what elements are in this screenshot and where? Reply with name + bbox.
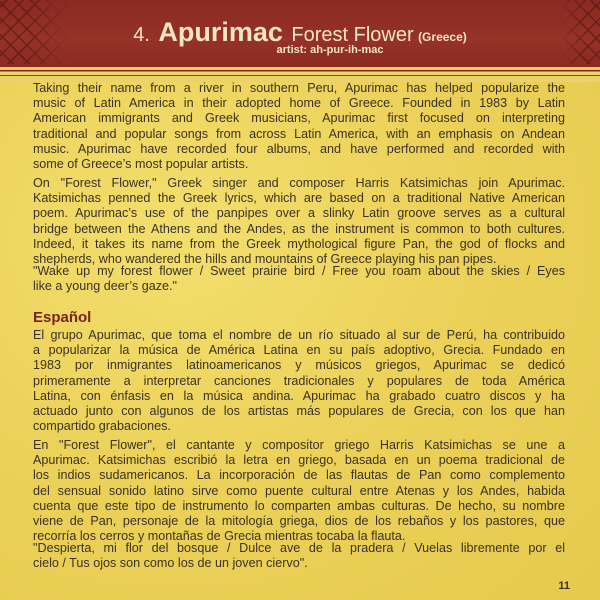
text-line: viene de Pan, personaje de la mitología griega, dios de los rebaños y los pastores, que bbox=[33, 514, 565, 529]
text-line: En "Forest Flower", el cantante y compositor griego Harris Katsimichas se une a bbox=[33, 438, 565, 452]
text-line: Latina, con énfasis en la música andina. Apurimac ha grabado cuatro discos y ha bbox=[33, 388, 565, 403]
text-line: El grupo Apurimac, que toma el nombre de un río situado al sur de Perú, ha contribuido bbox=[33, 328, 565, 342]
page-number: 11 bbox=[558, 580, 570, 592]
title-banner bbox=[0, 0, 600, 66]
text-line: like a young deer’s gaze." bbox=[33, 279, 178, 294]
text-line: shepherds, who wandered the hills and mountains of Greece playing his pan pipes. bbox=[33, 252, 497, 267]
text-line: music of Latin America in their adopted home of Greece. Founded in 1983 by Latin bbox=[33, 96, 565, 111]
text-line: music. Apurimac have recorded four albums, and have performed and recorded with bbox=[33, 141, 565, 156]
text-line: Taking their name from a river in southern Peru, Apurimac has helped popularize the bbox=[33, 81, 565, 95]
text-line: primeramente a interpretar canciones tradicionales y populares de toda América bbox=[33, 373, 565, 388]
text-line: Indeed, it takes its name from the Greek mythological figure Pan, the god of flocks and bbox=[33, 236, 565, 251]
text-line: 1983 por inmigrantes latinoamericanos y músicos griegos, Apurimac se dedicó bbox=[33, 358, 565, 373]
text-line: On "Forest Flower," Greek singer and composer Harris Katsimichas join Apurimac. bbox=[33, 176, 565, 190]
text-line: compartido grabaciones. bbox=[33, 419, 171, 434]
text-line: some of Greece’s most popular artists. bbox=[33, 157, 249, 172]
text-line: bridge between the Athens and the Andes, as the instrument is common to both cultures. bbox=[33, 221, 565, 236]
text-line: Katsimichas penned the Greek lyrics, which are based on a traditional Native American bbox=[33, 191, 565, 206]
text-line: actuado junto con algunos de los artistas más populares de Grecia, con los que han bbox=[33, 404, 565, 419]
country: (Greece) bbox=[418, 30, 467, 44]
text-line: "Wake up my forest flower / Sweet prairie bird / Free you roam about the skies / Eyes bbox=[33, 264, 565, 278]
artist-name: Apurimac bbox=[158, 17, 283, 47]
text-line: recorría los cerros y montañas de Grecia mientras tocaba la flauta. bbox=[33, 529, 406, 544]
spanish-paragraph bbox=[33, 328, 565, 434]
text-line: cielo / Tus ojos son como los de un joven ciervo". bbox=[33, 556, 308, 571]
text-line: traditional and popular songs from across Latin America, with an emphasis on Andean bbox=[33, 126, 565, 141]
text-line: Apurimac. Katsimichas escribió la letra en griego, basada en un poema tradicional de bbox=[33, 453, 565, 468]
english-lyrics-quote bbox=[33, 264, 565, 294]
spanish-paragraph bbox=[33, 438, 565, 544]
decorative-stripes bbox=[0, 64, 600, 82]
text-line: "Despierta, mi flor del bosque / Dulce ave de la pradera / Vuelas libremente por el bbox=[33, 541, 565, 555]
song-title: Forest Flower bbox=[291, 24, 414, 46]
english-paragraph bbox=[33, 176, 565, 267]
text-line: American immigrants and Greek musicians, Apurimac first focused on interpreting bbox=[33, 111, 565, 126]
spanish-lyrics-quote bbox=[33, 541, 565, 571]
text-line: cuenta que este tipo de instrumento lo comparten ambas culturas. De hecho, su nombre bbox=[33, 498, 565, 513]
track-number: 4. bbox=[133, 24, 150, 46]
spanish-heading: Español bbox=[33, 309, 92, 326]
text-line: a popularizar la música de América Latina en su país adoptivo, Grecia. Fundado en bbox=[33, 343, 565, 358]
text-line: poem. Apurimac’s use of the panpipes over a slinky Latin groove serves as a cultural bbox=[33, 206, 565, 221]
text-line: del sensual sonido latino sirve como puente cultural entre Atenas y los Andes, habida bbox=[33, 483, 565, 498]
english-paragraph bbox=[33, 81, 565, 172]
text-line: los indios sudamericanos. La incorporación de las flautas de Pan como complemento bbox=[33, 468, 565, 483]
artist-pronunciation: artist: ah-pur-ih-mac bbox=[276, 44, 384, 56]
